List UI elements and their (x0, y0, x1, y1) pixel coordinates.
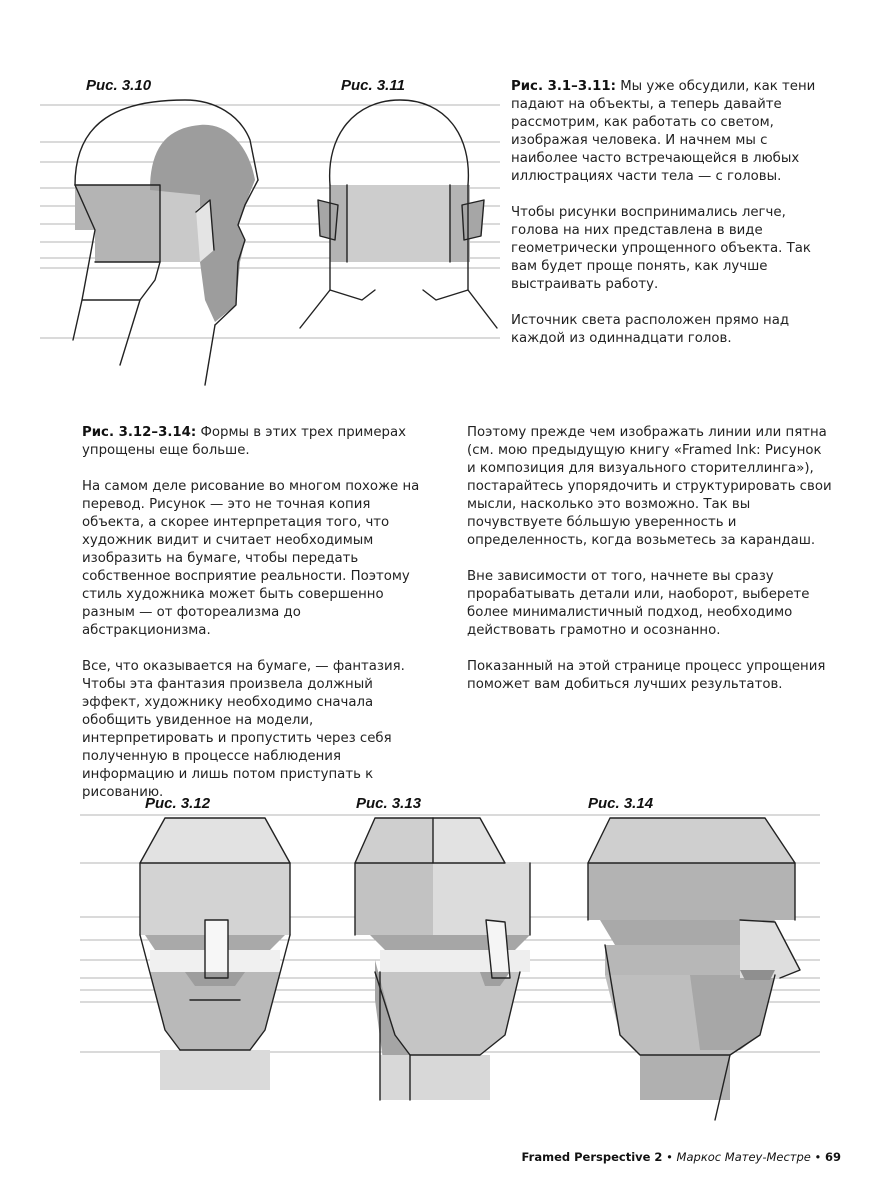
caption-paragraph-2: Чтобы рисунки воспринимались легче, голова на них представлена в виде геометрически упрощенного объекта. Так вам будет проще понять, как лучше выстраивать работу. (511, 205, 811, 292)
body-left-paragraph-2: На самом деле рисование во многом похоже на перевод. Рисунок — это не точная копия объекта, а скорее интерпретация того, что художник видит и считает необходимым изобразить на бумаге, чтобы передать собственное восприятие реальности. Поэтому стиль художника может быть совершенно разным — от фотореализма до абстракционизма. (82, 479, 420, 638)
head-simplified-3-13 (355, 818, 530, 1100)
illustration-simplified-heads (0, 800, 889, 1130)
body-left-paragraph-1: Формы в этих трех примерах упрощены еще больше. (82, 425, 406, 458)
caption-lead: Рис. 3.1–3.11: (511, 79, 616, 94)
figure-label-3-14: Рис. 3.14 (588, 795, 654, 812)
body-right-column (467, 424, 832, 712)
caption-fig-3-1-3-11 (511, 78, 831, 366)
body-left-paragraph-3: Все, что оказывается на бумаге, — фантазия. Чтобы эта фантазия произвела должный эффект, художнику необходимо сначала обобщить увиденное на модели, интерпретировать и пропустить через себя полученную в процессе наблюдения информацию и лишь потом приступать к рисованию. (82, 659, 405, 800)
body-right-paragraph-2: Вне зависимости от того, начнете вы сразу прорабатывать детали или, наоборот, выберете более минималистичный подход, необходимо действовать грамотно и осознанно. (467, 569, 810, 638)
page-number: 69 (824, 1150, 841, 1164)
head-simplified-3-14 (588, 818, 800, 1120)
footer-bullet-2: • (814, 1150, 822, 1164)
page-footer (522, 1150, 841, 1164)
body-right-paragraph-3: Показанный на этой странице процесс упрощения поможет вам добиться лучших результатов. (467, 659, 826, 692)
caption-paragraph-1: Мы уже обсудили, как тени падают на объекты, а теперь давайте рассмотрим, как работать со светом, изображая человека. И начнем мы с наиболее часто встречающейся в любых иллюстрациях части тела — с головы. (511, 79, 816, 184)
head-simplified-3-12 (140, 818, 290, 1090)
figure-label-3-11: Рис. 3.11 (341, 77, 405, 94)
illustration-head-side-and-back (0, 0, 500, 400)
figure-label-3-13: Рис. 3.13 (356, 795, 422, 812)
footer-bullet: • (666, 1150, 673, 1164)
head-side-view (73, 100, 258, 385)
head-back-view (300, 100, 497, 328)
body-left-column (82, 424, 432, 820)
figure-label-3-10: Рис. 3.10 (86, 77, 152, 94)
body-lead: Рис. 3.12–3.14: (82, 425, 197, 440)
footer-book-title: Framed Perspective 2 (521, 1150, 663, 1164)
footer-author: Маркос Матеу-Местре (676, 1150, 811, 1164)
figure-label-3-12: Рис. 3.12 (145, 795, 211, 812)
caption-paragraph-3: Источник света расположен прямо над каждой из одиннадцати голов. (511, 313, 790, 346)
body-right-paragraph-1: Поэтому прежде чем изображать линии или пятна (см. мою предыдущую книгу «Framed Ink: Рисунок и композиция для визуального сторителлинга»), постарайтесь упорядочить и структурировать свои мысли, насколько это возможно. Так вы почувствуете бóльшую уверенность и определенность, когда возьметесь за карандаш. (467, 425, 832, 548)
